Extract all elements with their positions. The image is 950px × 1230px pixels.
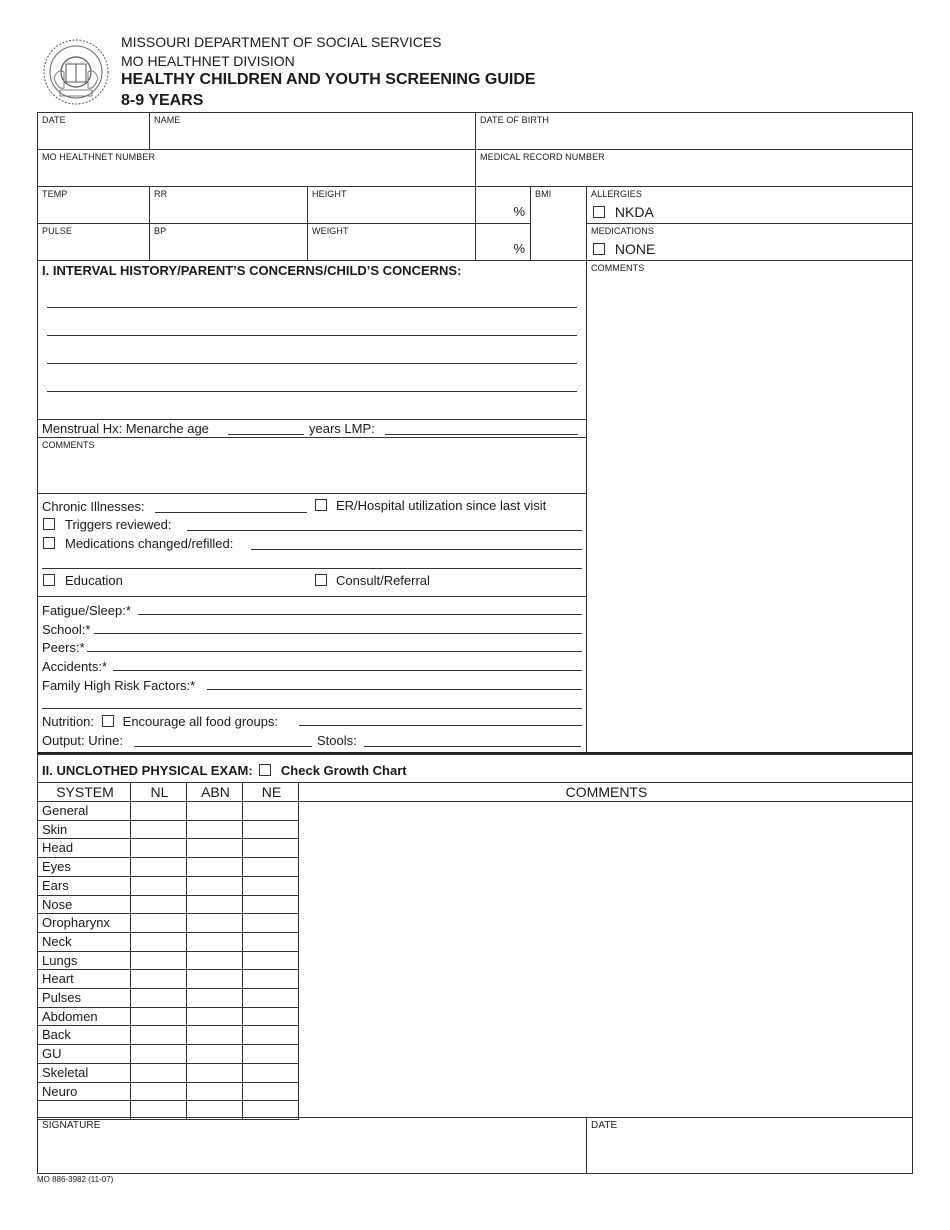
rr-field[interactable]: RR xyxy=(149,186,308,224)
family-risk-extra-line[interactable] xyxy=(42,708,582,709)
exam-row-system xyxy=(37,1063,131,1083)
growth-chart-checkbox[interactable] xyxy=(259,764,271,776)
signature-date-field[interactable]: DATE xyxy=(586,1117,913,1174)
col-abn-header: ABN xyxy=(186,782,243,802)
exam-abn-cell[interactable] xyxy=(186,895,243,914)
exam-nl-cell[interactable] xyxy=(130,988,187,1008)
exam-ne-cell[interactable] xyxy=(242,1082,299,1101)
mo-healthnet-number-field[interactable]: MO HEALTHNET NUMBER xyxy=(37,149,476,187)
form-number: MO 886-3982 (11-07) xyxy=(37,1175,114,1184)
exam-ne-cell[interactable] xyxy=(242,1063,299,1083)
exam-nl-cell[interactable] xyxy=(130,1025,187,1045)
exam-nl-cell[interactable] xyxy=(130,1063,187,1083)
triggers-checkbox[interactable] xyxy=(43,518,55,530)
exam-ne-cell[interactable] xyxy=(242,857,299,877)
allergies-field: ALLERGIES NKDA xyxy=(586,186,913,224)
exam-ne-cell[interactable] xyxy=(242,820,299,839)
triggers-label: Triggers reviewed: xyxy=(65,517,172,532)
exam-nl-cell[interactable] xyxy=(130,913,187,933)
food-groups-checkbox[interactable] xyxy=(102,715,114,727)
system-name: Nose xyxy=(42,897,73,912)
exam-ne-cell[interactable] xyxy=(242,1044,299,1064)
system-name: Oropharynx xyxy=(42,915,110,930)
col-system-header: SYSTEM xyxy=(37,782,131,802)
exam-ne-cell[interactable] xyxy=(242,876,299,896)
signature-field[interactable]: SIGNATURE xyxy=(37,1117,587,1174)
exam-abn-cell[interactable] xyxy=(186,876,243,896)
system-name: Lungs xyxy=(42,953,78,968)
history-comments-label: COMMENTS xyxy=(42,440,95,450)
exam-abn-cell[interactable] xyxy=(186,820,243,839)
exam-abn-cell[interactable] xyxy=(186,857,243,877)
col-ne-header: NE xyxy=(242,782,299,802)
system-name: Abdomen xyxy=(42,1009,98,1024)
division-name: MO HEALTHNET DIVISION xyxy=(121,53,295,69)
exam-abn-cell[interactable] xyxy=(186,801,243,821)
missouri-seal-icon xyxy=(42,38,110,106)
medications-changed-checkbox[interactable] xyxy=(43,537,55,549)
exam-abn-cell[interactable] xyxy=(186,932,243,952)
urine-input[interactable] xyxy=(134,746,312,747)
exam-ne-cell[interactable] xyxy=(242,895,299,914)
medications-changed-input[interactable] xyxy=(251,549,582,550)
exam-nl-cell[interactable] xyxy=(130,932,187,952)
system-name: Neck xyxy=(42,934,72,949)
system-name: Pulses xyxy=(42,990,82,1005)
exam-row-system xyxy=(37,1007,131,1026)
divider xyxy=(37,493,587,494)
lmp-label: years LMP: xyxy=(309,421,375,436)
nutrition-label: Nutrition: xyxy=(42,714,95,729)
history-line-2[interactable] xyxy=(47,335,577,336)
menarche-age-input[interactable] xyxy=(228,434,304,435)
weight-field[interactable]: WEIGHT xyxy=(307,223,476,261)
accidents-input[interactable] xyxy=(113,670,582,671)
system-name: Skin xyxy=(42,822,68,837)
stools-label: Stools: xyxy=(317,733,357,748)
system-name: Eyes xyxy=(42,859,71,874)
medical-record-number-field[interactable]: MEDICAL RECORD NUMBER xyxy=(475,149,913,187)
nkda-checkbox[interactable] xyxy=(593,206,605,218)
growth-chart-label: Check Growth Chart xyxy=(280,763,407,778)
weight-percentile-field[interactable]: % xyxy=(475,223,531,261)
exam-row-system xyxy=(37,951,131,970)
exam-abn-cell[interactable] xyxy=(186,1082,243,1101)
system-name: Back xyxy=(42,1027,71,1042)
consult-referral-checkbox[interactable] xyxy=(315,574,327,586)
form-title: HEALTHY CHILDREN AND YOUTH SCREENING GUIDE xyxy=(121,71,536,88)
triggers-input[interactable] xyxy=(187,530,582,531)
date-field[interactable]: DATE xyxy=(37,112,150,150)
accidents-label: Accidents:* xyxy=(42,659,108,674)
height-field[interactable]: HEIGHT xyxy=(307,186,476,224)
history-line-3[interactable] xyxy=(47,363,577,364)
exam-row-system xyxy=(37,801,131,821)
none-checkbox[interactable] xyxy=(593,243,605,255)
exam-abn-cell[interactable] xyxy=(186,838,243,858)
exam-nl-cell[interactable] xyxy=(130,1044,187,1064)
school-input[interactable] xyxy=(94,633,582,634)
exam-abn-cell[interactable] xyxy=(186,988,243,1008)
chronic-extra-line[interactable] xyxy=(42,568,582,569)
system-name: General xyxy=(42,803,89,818)
exam-nl-cell[interactable] xyxy=(130,1007,187,1026)
history-line-4[interactable] xyxy=(47,391,577,392)
stools-input[interactable] xyxy=(364,746,581,747)
exam-ne-cell[interactable] xyxy=(242,988,299,1008)
fatigue-sleep-input[interactable] xyxy=(138,614,582,615)
system-name: GU xyxy=(42,1046,62,1061)
food-groups-input[interactable] xyxy=(299,725,582,726)
divider xyxy=(37,419,587,420)
dob-field[interactable]: DATE OF BIRTH xyxy=(475,112,913,150)
er-hospital-checkbox[interactable] xyxy=(315,499,327,511)
system-name: Ears xyxy=(42,878,69,893)
history-line-1[interactable] xyxy=(47,307,577,308)
exam-nl-cell[interactable] xyxy=(130,876,187,896)
exam-nl-cell[interactable] xyxy=(130,895,187,914)
exam-nl-cell[interactable] xyxy=(130,1082,187,1101)
medications-field: MEDICATIONS NONE xyxy=(586,223,913,261)
exam-row-system xyxy=(37,820,131,839)
system-name: Skeletal xyxy=(42,1065,89,1080)
er-hospital-label: ER/Hospital utilization since last visit xyxy=(336,498,547,513)
exam-row-system xyxy=(37,988,131,1008)
exam-nl-cell[interactable] xyxy=(130,951,187,970)
divider xyxy=(37,596,587,597)
pulse-field[interactable]: PULSE xyxy=(37,223,150,261)
exam-ne-cell[interactable] xyxy=(242,932,299,952)
age-range: 8-9 YEARS xyxy=(121,92,204,109)
lmp-input[interactable] xyxy=(385,434,578,435)
exam-title: II. UNCLOTHED PHYSICAL EXAM: xyxy=(42,763,253,778)
exam-ne-cell[interactable] xyxy=(242,801,299,821)
exam-nl-cell[interactable] xyxy=(130,820,187,839)
peers-label: Peers:* xyxy=(42,640,85,655)
system-name: Heart xyxy=(42,971,74,986)
exam-comments-field[interactable] xyxy=(298,801,913,1118)
exam-abn-cell[interactable] xyxy=(186,969,243,989)
fatigue-sleep-label: Fatigue/Sleep:* xyxy=(42,603,131,618)
peers-input[interactable] xyxy=(87,651,582,652)
department-name: MISSOURI DEPARTMENT OF SOCIAL SERVICES xyxy=(121,34,442,50)
exam-row-system xyxy=(37,895,131,914)
comments-side-field[interactable]: COMMENTS xyxy=(586,260,913,754)
exam-row-system xyxy=(37,1082,131,1101)
height-percentile-field[interactable]: % xyxy=(475,186,531,224)
col-nl-header: NL xyxy=(130,782,187,802)
exam-nl-cell[interactable] xyxy=(130,969,187,989)
medications-changed-label: Medications changed/refilled: xyxy=(65,536,234,551)
bp-field[interactable]: BP xyxy=(149,223,308,261)
output-urine-label: Output: Urine: xyxy=(42,733,123,748)
exam-ne-cell[interactable] xyxy=(242,1007,299,1026)
exam-ne-cell[interactable] xyxy=(242,969,299,989)
exam-ne-cell[interactable] xyxy=(242,951,299,970)
exam-nl-cell[interactable] xyxy=(130,801,187,821)
chronic-illnesses-input[interactable] xyxy=(155,512,307,513)
system-name: Head xyxy=(42,840,74,855)
name-field[interactable]: NAME xyxy=(149,112,476,150)
exam-row-system xyxy=(37,838,131,858)
education-checkbox[interactable] xyxy=(43,574,55,586)
temp-field[interactable]: TEMP xyxy=(37,186,150,224)
interval-history-title: I. INTERVAL HISTORY/PARENT’S CONCERNS/CHILD’S CONCERNS: xyxy=(42,263,462,278)
exam-row-system xyxy=(37,857,131,877)
exam-row-system xyxy=(37,1044,131,1064)
food-groups-label: Encourage all food groups: xyxy=(122,714,279,729)
exam-ne-cell[interactable] xyxy=(242,838,299,858)
education-label: Education xyxy=(65,573,123,588)
exam-ne-cell[interactable] xyxy=(242,913,299,933)
consult-referral-label: Consult/Referral xyxy=(336,573,430,588)
exam-abn-cell[interactable] xyxy=(186,1063,243,1083)
family-risk-input[interactable] xyxy=(207,689,582,690)
menstrual-label: Menstrual Hx: Menarche age xyxy=(42,421,209,436)
exam-abn-cell[interactable] xyxy=(186,913,243,933)
system-name: Neuro xyxy=(42,1084,78,1099)
exam-row-system xyxy=(37,969,131,989)
exam-row-system xyxy=(37,932,131,952)
col-comments-header: COMMENTS xyxy=(298,782,913,802)
exam-ne-cell[interactable] xyxy=(242,1025,299,1045)
family-risk-label: Family High Risk Factors:* xyxy=(42,678,196,693)
exam-nl-cell[interactable] xyxy=(130,857,187,877)
exam-abn-cell[interactable] xyxy=(186,1044,243,1064)
exam-row-system xyxy=(37,1025,131,1045)
exam-abn-cell[interactable] xyxy=(186,1025,243,1045)
exam-abn-cell[interactable] xyxy=(186,951,243,970)
exam-nl-cell[interactable] xyxy=(130,838,187,858)
school-label: School:* xyxy=(42,622,91,637)
exam-abn-cell[interactable] xyxy=(186,1007,243,1026)
bmi-field[interactable]: BMI xyxy=(530,186,587,261)
exam-row-system xyxy=(37,876,131,896)
chronic-illnesses-label: Chronic Illnesses: xyxy=(42,499,145,514)
divider xyxy=(37,437,587,438)
exam-row-system xyxy=(37,913,131,933)
